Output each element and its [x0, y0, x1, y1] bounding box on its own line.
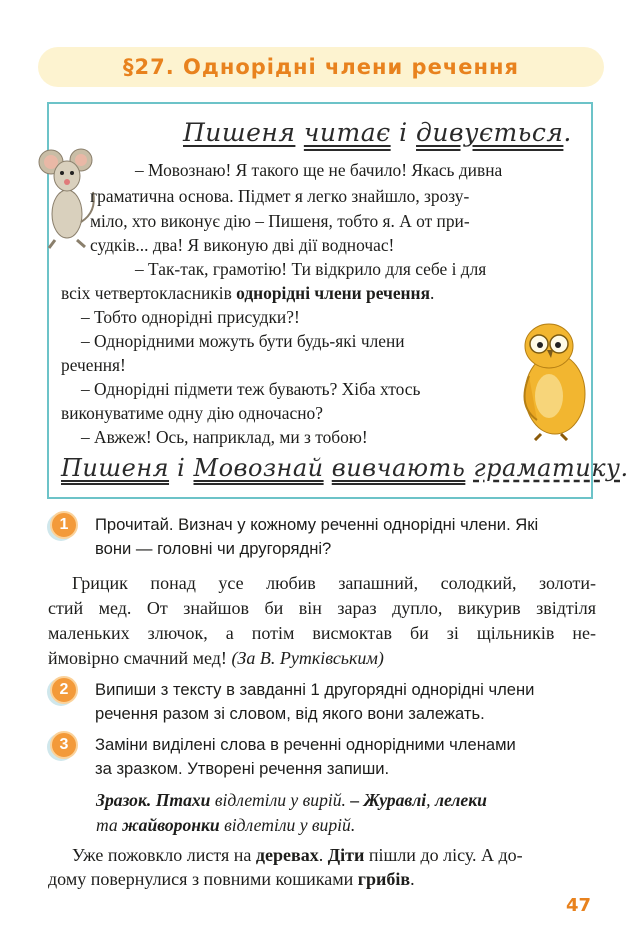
example-comma: , [426, 790, 431, 810]
heading-word-predicate-1: читає [303, 118, 391, 147]
footer-word-subject-2: Мовознай [193, 454, 324, 482]
dialog-line-2: граматична основа. Підмет я легко знайшло, зрозу- [90, 186, 470, 206]
dialog-line-6-text: всіх четвертокласників [61, 283, 232, 303]
example-dash: – [350, 790, 360, 810]
dialog-box [47, 102, 629, 499]
dialog-line-12: – Авжеж! Ось, наприклад, ми з тобою! [81, 427, 368, 447]
dialog-line-4: судків... два! Я виконую дві дії водночас! [90, 235, 395, 255]
dialog-term-bold: однорідні члени речення [236, 283, 430, 303]
task-3-line-1: Заміни виділені слова в реченні однорідними членами [95, 735, 516, 754]
final-part-4: дому повернулися з повними кошиками [48, 869, 354, 889]
final-bold-2: Діти [327, 845, 365, 865]
text-line-4-text: ймовірно смачний мед! [48, 648, 227, 668]
task-2-badge: 2 [50, 676, 78, 704]
final-part-1: Уже пожовкло листя на [72, 845, 252, 865]
dialog-line-6 [61, 281, 434, 305]
final-part-2: . [318, 845, 324, 865]
task-3-line-2: за зразком. Утворені речення запиши. [95, 759, 390, 778]
task-3-badge: 3 [50, 731, 78, 759]
dialog-line-9: речення! [61, 355, 126, 375]
owl-illustration [509, 316, 601, 441]
task-2-line-1: Випиши з тексту в завданні 1 другорядні однорідні члени [95, 680, 535, 699]
text-line-3: маленьких злючок, а потім висмоктав би зі щільників не- [48, 623, 596, 643]
heading-end: . [563, 118, 572, 147]
task-1-line-2: вони — головні чи другорядні? [95, 539, 332, 558]
footer-word-object: граматику [473, 454, 621, 482]
example-subject-c: жайворонки [122, 815, 220, 835]
dialog-line-1: – Мовознаю! Я такого ще не бачило! Якась дивна [135, 160, 503, 180]
heading-word-and: і [399, 118, 408, 147]
dialog-line-6-end: . [429, 283, 435, 303]
dialog-footer [61, 454, 629, 482]
footer-end: . [620, 454, 629, 482]
footer-word-predicate: вивчають [331, 454, 466, 482]
text-line-1: Грицик понад усе любив запашний, солодкий, золоти- [72, 573, 596, 593]
final-line-2 [48, 867, 415, 891]
final-part-5: . [410, 869, 415, 889]
dialog-line-7: – Тобто однорідні присудки?! [81, 307, 300, 327]
example-subject-a: Журавлі [363, 790, 427, 810]
dialog-line-3: міло, хто виконує дію – Пишеня, тобто я. А от при- [90, 211, 470, 231]
dialog-line-5: – Так-так, грамотію! Ти відкрило для себе і для [135, 259, 487, 279]
final-bold-3: грибів [357, 869, 411, 889]
dialog-heading [183, 118, 572, 147]
footer-word-and: і [177, 454, 186, 482]
task-2-line-2: речення разом зі словом, від якого вони залежать. [95, 704, 485, 723]
example-subject: Птахи [155, 790, 211, 810]
section-title: §27. Однорідні члени речення [123, 55, 519, 79]
example-line-1 [96, 788, 487, 812]
example-label: Зразок. [96, 790, 152, 810]
example-predicate: відлетіли у вирій. [214, 790, 346, 810]
page-number: 47 [566, 895, 592, 916]
section-title-band [38, 47, 604, 87]
example-conj: та [96, 815, 118, 835]
text-line-4 [48, 646, 384, 670]
example-subject-b: лелеки [434, 790, 487, 810]
final-line-1 [72, 843, 523, 867]
example-line-2 [96, 813, 355, 837]
dialog-line-8: – Однорідними можуть бути будь-які члени [81, 331, 405, 351]
heading-word-subject: Пишеня [183, 118, 296, 147]
example-predicate-2: відлетіли у вирій. [224, 815, 356, 835]
task-1-line-1: Прочитай. Визнач у кожному реченні однорідні члени. Які [95, 515, 539, 534]
text-source: (За В. Рутківським) [231, 648, 384, 668]
dialog-line-10: – Однорідні підмети теж бувають? Хіба хтось [81, 379, 421, 399]
heading-word-predicate-2: дивується [416, 118, 564, 147]
task-1-badge: 1 [50, 511, 78, 539]
final-bold-1: деревах [255, 845, 319, 865]
footer-word-subject-1: Пишеня [61, 454, 170, 482]
final-part-3: пішли до лісу. А до- [368, 845, 523, 865]
text-line-2: стий мед. От знайшов би він зараз дупло, викурив звідтіля [48, 598, 596, 618]
dialog-line-11: виконуватиме одну дію одночасно? [61, 403, 323, 423]
